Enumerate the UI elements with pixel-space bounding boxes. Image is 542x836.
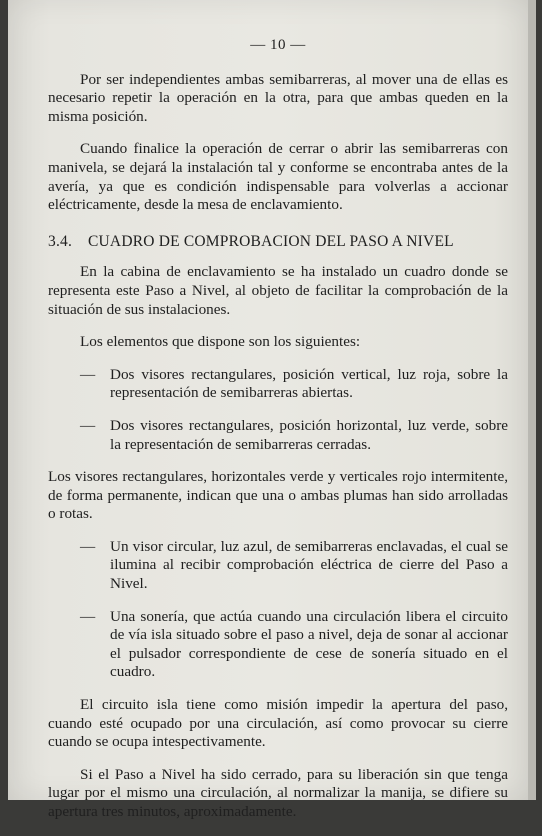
dash-marker: — bbox=[80, 416, 96, 434]
page-edge bbox=[528, 0, 536, 800]
page-content bbox=[48, 36, 508, 836]
dash-marker: — bbox=[80, 365, 96, 383]
section-number: 3.4. bbox=[48, 232, 73, 250]
section-title: CUADRO DE COMPROBACION DEL PASO A NIVEL bbox=[88, 232, 454, 250]
paragraph-6: El circuito isla tiene como misión impedir la apertura del paso, cuando esté ocupado por una circulación, así como provocar su cierre cuando se ocupa intespectivamente. bbox=[48, 696, 508, 751]
paragraph-4: Los elementos que dispone son los siguientes: bbox=[80, 333, 361, 351]
list-item bbox=[80, 366, 508, 403]
list-item bbox=[80, 608, 508, 682]
paragraph-3: En la cabina de enclavamiento se ha instalado un cuadro donde se representa este Paso a Nivel, al objeto de facilitar la comprobación de la situación de sus instalaciones. bbox=[48, 263, 508, 318]
list-item-text: Un visor circular, luz azul, de semibarreras enclavadas, el cual se ilumina al recibir comprobación eléctrica de cierre del Paso a Nivel. bbox=[110, 537, 508, 593]
paragraph-5: Los visores rectangulares, horizontales verde y verticales rojo intermitente, de forma permanente, indican que una o ambas plumas han sido arrolladas o rotas. bbox=[48, 468, 508, 523]
document-page bbox=[8, 0, 536, 820]
list-item-text: Dos visores rectangulares, posición vertical, luz roja, sobre la representación de semibarreras abiertas. bbox=[110, 365, 508, 402]
paragraph-2: Cuando finalice la operación de cerrar o abrir las semibarreras con manivela, se dejará la instalación tal y conforme se encontraba antes de la avería, ya que es condición indispensable para volverlas a accionar eléctricamente, desde la mesa de enclavamiento. bbox=[48, 140, 508, 214]
list-item bbox=[80, 417, 508, 454]
list-item-text: Una sonería, que actúa cuando una circulación libera el circuito de vía isla situado sobre el paso a nivel, deja de sonar al accionar el pulsador correspondiente de cese de sonería situado en el cuadro. bbox=[110, 607, 508, 681]
paragraph-1: Por ser independientes ambas semibarreras, al mover una de ellas es necesario repetir la operación en la otra, para que ambas queden en la misma posición. bbox=[48, 70, 508, 125]
list-item bbox=[80, 538, 508, 594]
dash-marker: — bbox=[80, 607, 96, 625]
list-item-text: Dos visores rectangulares, posición horizontal, luz verde, sobre la representación de semibarreras cerradas. bbox=[110, 416, 508, 453]
section-heading bbox=[48, 233, 508, 252]
page-number: — 10 — bbox=[250, 37, 306, 53]
paragraph-7: Si el Paso a Nivel ha sido cerrado, para su liberación sin que tenga lugar por el mismo una circulación, al normalizar la manija, se difiere su apertura tres minutos, aproximadamente. bbox=[48, 765, 508, 820]
dash-marker: — bbox=[80, 537, 96, 555]
